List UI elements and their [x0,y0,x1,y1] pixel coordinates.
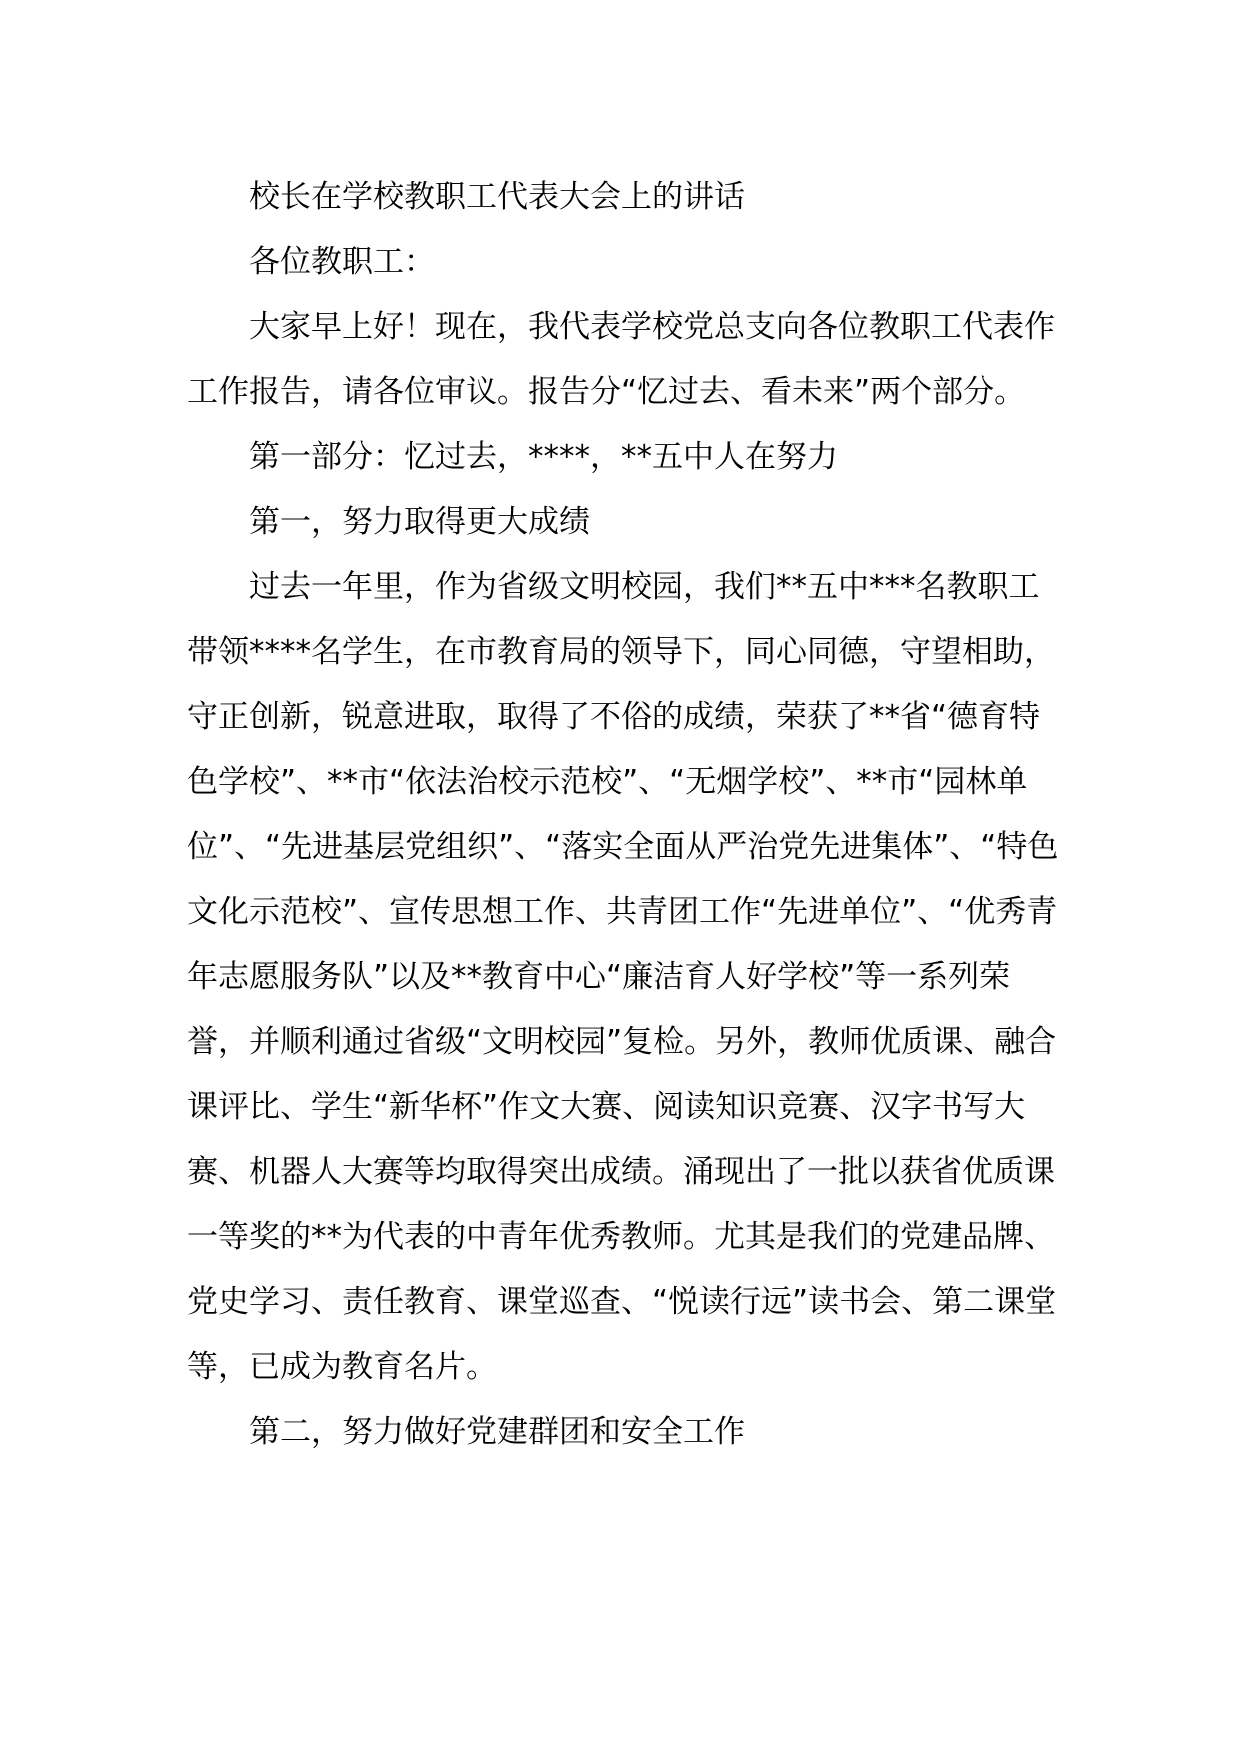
section-heading-part-one: 第一部分：忆过去，****，**五中人在努力 [249,439,838,475]
document-title: 校长在学校教职工代表大会上的讲话 [249,179,745,215]
subheading-second: 第二，努力做好党建群团和安全工作 [249,1414,745,1450]
subheading-first: 第一，努力取得更大成绩 [249,504,590,540]
document-body [187,165,1067,1465]
salutation: 各位教职工： [249,244,435,280]
paragraph-achievements: 过去一年里，作为省级文明校园，我们**五中***名教职工带领****名学生，在市教育局的领导下，同心同德，守望相助，守正创新，锐意进取，取得了不俗的成绩，荣获了**省“德育特色学校”、**市“依法治校示范校”、“无烟学校”、**市“园林单位”、“先进基层党组织”、“落实全面从严治党先进集体”、“特色文化示范校”、宣传思想工作、共青团工作“先进单位”、“优秀青年志愿服务队”以及**教育中心“廉洁育人好学校”等一系列荣誉，并顺利通过省级“文明校园”复检。另外，教师优质课、融合课评比、学生“新华杯”作文大赛、阅读知识竞赛、汉字书写大赛、机器人大赛等均取得突出成绩。涌现出了一批以获省优质课一等奖的**为代表的中青年优秀教师。尤其是我们的党建品牌、党史学习、责任教育、课堂巡查、“悦读行远”读书会、第二课堂等，已成为教育名片。 [187,569,1059,1385]
paragraph-greeting: 大家早上好！现在，我代表学校党总支向各位教职工代表作工作报告，请各位审议。报告分“忆过去、看未来”两个部分。 [187,309,1055,410]
